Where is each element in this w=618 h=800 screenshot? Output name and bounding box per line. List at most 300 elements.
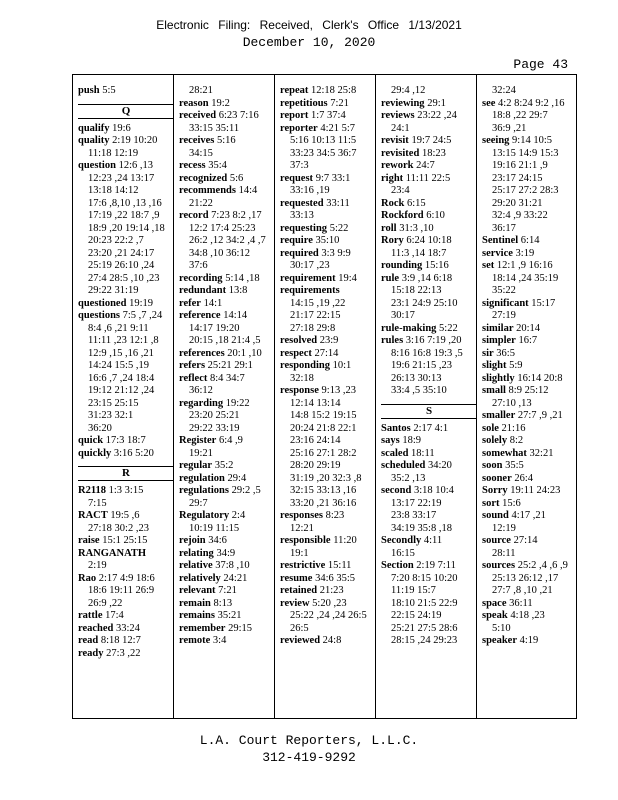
index-entry [179,585,275,598]
index-term: Regulatory [179,510,230,521]
page-line-refs: 8:23 [322,510,345,521]
index-entry [179,598,275,611]
index-term: raise [78,535,100,546]
page-line-refs: 27:14 [311,347,339,359]
index-entry [179,298,275,311]
index-frame [72,74,577,719]
page-line-refs: 19:6 [109,122,131,134]
index-term: retained [280,585,318,596]
page-line-refs: 32:18 [290,372,314,384]
index-entry [78,435,174,448]
page-line-refs: 11:11 22:5 [403,172,451,184]
page-line-refs: 23:4 [391,185,410,196]
index-entry [482,98,578,111]
page-line-refs: 34:6 [205,535,227,546]
page-line-refs: 33:15 35:11 [189,122,240,134]
page-line-refs: 8:4 34:7 [207,372,245,384]
page-line-refs: 26:4 [511,472,534,484]
page-line-refs: 26:2 ,12 34:2 ,4 ,7 [189,235,266,246]
page-line-refs: 4:21 5:7 [317,122,356,134]
page-line-refs: 12:23 ,24 13:17 [88,172,155,184]
page-line-refs: 25:22 ,24 ,24 26:5 [290,610,367,621]
page-line-refs: 28:15 ,24 29:23 [391,635,458,646]
page-line-refs: 36:17 [492,222,516,234]
index-term: recognized [179,172,228,184]
page-line-refs: 27:19 [492,310,516,321]
index-entry [482,385,578,398]
index-term: responses [280,510,323,521]
index-term: report [280,110,309,121]
index-entry [381,173,477,186]
index-term: remote [179,635,211,646]
page-line-refs: 13:8 [226,285,248,296]
index-entry [381,223,477,236]
page-line-refs: 23:8 33:17 [391,510,437,521]
page-line-refs: 36:20 [88,422,112,434]
index-entry [179,485,275,498]
index-entry [482,485,578,498]
page-line-refs: 7:15 [88,497,107,509]
index-entry [280,85,376,98]
index-entry [280,198,376,211]
index-entry [179,398,275,411]
index-entry [280,360,376,373]
index-term: rounding [381,260,423,271]
index-term: R2118 [78,485,107,496]
page-line-refs: 32:15 33:13 ,16 [290,485,357,496]
index-term: remember [179,622,226,634]
index-entry [179,273,275,286]
page-line-refs: 27:7 ,9 ,21 [515,410,563,421]
page-line-refs: 23:15 25:15 [88,397,139,409]
page-line-refs: 3:18 10:4 [411,485,454,496]
page-line-refs: 34:19 35:8 ,18 [391,522,452,534]
index-entry [482,410,578,423]
index-entry [381,273,477,286]
page-line-refs: 33:23 34:5 36:7 [290,147,357,159]
page-line-refs: 19:4 [335,272,357,284]
index-entry [381,460,477,473]
index-term: speaker [482,635,517,646]
index-term: remains [179,610,215,621]
page-line-refs: 14:15 ,19 ,22 [290,297,346,309]
page-line-refs: 27:3 ,22 [103,647,141,659]
index-term: sooner [482,472,512,484]
page-line-refs: 19:21 [189,447,213,459]
page-line-refs: 10:19 11:15 [189,522,240,534]
page-line-refs: 20:14 [513,322,541,334]
index-entry [381,560,477,573]
page-line-refs: 35:21 [214,610,242,621]
page-line-refs: 27:18 30:2 ,23 [88,522,149,534]
index-entry [482,260,578,273]
index-term: revisit [381,135,409,146]
index-term: set [482,260,495,271]
index-term: required [280,247,319,259]
index-entry [482,560,578,573]
index-entry [482,435,578,448]
index-entry [482,448,578,461]
page-line-refs: 3:16 5:20 [111,447,154,459]
index-term: recording [179,272,223,284]
index-entry [381,160,477,173]
index-term: right [381,172,404,184]
index-term: smaller [482,410,516,421]
index-term: speak [482,610,508,621]
page-line-refs: 36:5 [493,347,515,359]
index-term: second [381,485,412,496]
page-line-refs: 25:2 ,4 ,6 ,9 [515,560,568,571]
page-line-refs: 3:19 [512,247,535,259]
page-line-refs: 6:23 7:16 [216,110,259,121]
page-line-refs: 15:6 [499,497,521,509]
page-line-refs: 20:24 21:8 22:1 [290,422,357,434]
index-entry [482,373,578,386]
index-term: rule-making [381,322,437,334]
index-entry [482,135,578,148]
page-line-refs: 34:8 ,10 36:12 [189,247,250,259]
page-line-refs: 17:4 [102,610,124,621]
index-term: Rao [78,572,97,584]
page-line-refs: 2:17 4:9 18:6 [96,572,155,584]
page-line-refs: 23:16 24:14 [290,435,341,446]
index-entry [482,498,578,511]
page-line-refs: 13:15 14:9 15:3 [492,147,559,159]
page-line-refs: 32:24 [492,85,516,96]
index-entry [78,548,174,561]
index-entry [482,323,578,336]
index-term: restrictive [280,560,326,571]
index-entry [179,173,275,186]
page-line-refs: 29:22 31:19 [88,285,139,296]
index-term: RACT [78,510,108,521]
page-line-refs: 3:16 7:19 ,20 [403,335,462,346]
index-entry [179,623,275,636]
index-term: read [78,635,99,646]
page-line-refs: 37:8 ,10 [212,560,250,571]
page-line-refs: 11:3 ,14 18:7 [391,247,447,259]
index-entry [381,135,477,148]
page-line-refs: 23:20 25:21 [189,410,240,421]
index-term: similar [482,322,514,334]
page-line-refs: 29:4 ,12 [391,85,426,96]
page-line-refs: 31:3 ,10 [396,222,434,234]
index-term: service [482,247,513,259]
page-line-refs: 19:11 24:23 [507,485,561,496]
page-line-refs: 25:21 27:5 28:6 [391,622,458,634]
page-line-refs: 3:9 ,14 6:18 [399,272,453,284]
page-line-refs: 21:22 [189,197,213,209]
page-line-refs: 32:4 ,9 33:22 [492,210,548,221]
index-entry [78,135,174,148]
index-term: solely [482,435,508,446]
page-line-refs: 5:22 [436,322,458,334]
index-term: ready [78,647,104,659]
page-line-refs: 23:20 ,21 24:17 [88,247,155,259]
page-line-refs: 19:1 [290,547,309,559]
index-term: somewhat [482,447,527,459]
page-line-refs: 16:6 ,7 ,24 18:4 [88,372,155,384]
index-entry [78,298,174,311]
page-line-refs: 11:11 ,23 12:1 ,8 [88,335,159,346]
index-entry [381,423,477,436]
index-entry [179,435,275,448]
index-term: rework [381,160,414,171]
page-line-refs: 25:21 29:1 [205,360,253,371]
index-term: Register [179,435,217,446]
page-line-refs: 14:24 15:5 ,19 [88,360,149,371]
index-term: reporter [280,122,318,134]
page-line-refs: 16:14 20:8 [514,372,563,384]
index-entry [280,98,376,111]
index-entry [381,535,477,548]
page-line-refs: 32:21 [526,447,554,459]
page-line-refs: 34:20 [425,460,452,471]
index-entry [179,285,275,298]
page-line-refs: 5:20 ,23 [309,597,347,609]
page-line-refs: 19:6 21:15 ,23 [391,360,452,371]
page-line-refs: 37:6 [189,260,208,271]
page-line-refs: 20:15 ,18 21:4 ,5 [189,335,261,346]
page-line-refs: 6:14 [518,235,540,246]
index-term: Rory [381,235,404,246]
page-line-refs: 21:23 [317,585,344,596]
reporter-company: L.A. Court Reporters, L.L.C. [199,733,419,748]
index-term: space [482,597,507,609]
section-letter: Q [78,104,174,119]
page-line-refs: 18:14 ,24 35:19 [492,272,559,284]
page-line-refs: 18:9 [399,435,421,446]
page-line-refs: 2:19 7:11 [413,560,456,571]
index-entry [179,548,275,561]
index-entry [179,110,275,123]
page-line-refs: 29:15 [225,622,252,634]
index-entry [78,535,174,548]
page-line-refs: 20:1 ,10 [224,347,262,359]
index-entry [280,223,376,236]
page-line-refs: 1:7 37:4 [308,110,346,121]
index-term: questioned [78,297,127,309]
page-line-refs: 16:7 [515,335,538,346]
index-term: small [482,385,506,396]
index-term: rattle [78,610,103,621]
page-line-refs: 35:2 ,13 [391,472,426,484]
index-term: regarding [179,397,224,409]
index-term: repeat [280,85,309,96]
page-line-refs: 1:3 3:15 [106,485,144,496]
page-line-refs: 7:23 8:2 ,17 [208,210,262,221]
index-term: revisited [381,147,420,159]
page-line-refs: 23:22 ,24 [414,110,457,121]
page-line-refs: 23:1 24:9 25:10 [391,297,458,309]
page-line-refs: 26:9 ,22 [88,597,123,609]
page-line-refs: 5:14 ,18 [222,272,260,284]
index-column-5 [482,85,578,710]
index-term: recommends [179,185,236,196]
index-entry [280,273,376,286]
index-term: references [179,347,225,359]
index-entry [381,485,477,498]
index-term: resume [280,572,313,584]
index-term: roll [381,222,397,234]
index-term: review [280,597,310,609]
page-line-refs: 24:1 [391,122,410,134]
index-term: refers [179,360,206,371]
page-line-refs: 15:17 [528,297,556,309]
index-entry [482,235,578,248]
index-term: slight [482,360,507,371]
index-term: rule [381,272,400,284]
index-term: Rockford [381,210,424,221]
index-entry [280,385,376,398]
page-line-refs: 27:4 28:5 ,10 ,23 [88,272,160,284]
index-column-4 [381,85,477,710]
index-entry [78,85,174,98]
page-line-refs: 25:16 27:1 28:2 [290,447,357,459]
index-entry [280,535,376,548]
index-entry [280,573,376,586]
page-line-refs: 5:10 [492,622,511,634]
page-line-refs: 14:17 19:20 [189,322,240,334]
page-line-refs: 29:4 [224,472,247,484]
index-entry [78,160,174,173]
page-line-refs: 27:7 ,8 ,10 ,21 [492,585,553,596]
page-line-refs: 14:14 [220,310,248,321]
page-line-refs: 13:18 14:12 [88,185,139,196]
page-line-refs: 35:5 [502,460,524,471]
page-line-refs: 2:4 [229,510,246,521]
page-line-refs: 31:23 32:1 [88,410,134,421]
index-entry [179,510,275,523]
page-line-refs: 9:14 10:5 [509,135,553,146]
index-entry [280,335,376,348]
page-line-refs: 24:21 [220,572,248,584]
index-entry [381,323,477,336]
page-line-refs: 33:24 [113,622,140,634]
page-line-refs: 14:8 15:2 19:15 [290,410,357,421]
page-line-refs: 2:19 10:20 [109,135,158,146]
index-term: quickly [78,447,112,459]
index-entry [381,435,477,448]
page-line-refs: 12:18 25:8 [308,85,357,96]
page-line-refs: 11:18 12:19 [88,147,139,159]
page-line-refs: 12:9 ,15 ,16 ,21 [88,347,154,359]
index-term: simpler [482,335,516,346]
page-line-refs: 30:17 [391,310,415,321]
page-line-refs: 27:18 29:8 [290,322,336,334]
page-line-refs: 15:18 22:13 [391,285,442,296]
page-line-refs: 5:6 [227,172,244,184]
page-line-refs: 2:19 [88,560,107,571]
index-entry [381,198,477,211]
index-entry [78,573,174,586]
index-term: responding [280,360,330,371]
page-line-refs: 8:13 [210,597,233,609]
index-term: sound [482,510,509,521]
index-entry [78,448,174,461]
page-line-refs: 26:5 [290,622,309,634]
index-entry [482,598,578,611]
page-line-refs: 33:16 ,19 [290,185,330,196]
index-term: received [179,110,217,121]
index-term: reviewed [280,635,321,646]
page-line-refs: 4:19 [517,635,539,646]
reporter-phone: 312-419-9292 [262,750,356,765]
index-term: relatively [179,572,221,584]
page-line-refs: 33:13 [290,210,314,221]
page-line-refs: 5:9 [506,360,523,371]
page-line-refs: 5:16 10:13 11:5 [290,135,357,146]
page-line-refs: 30:17 ,23 [290,260,330,271]
page-line-refs: 8:9 25:12 [505,385,549,396]
page-line-refs: 19:7 24:5 [408,135,452,146]
index-entry [381,110,477,123]
index-term: seeing [482,135,510,146]
page-line-refs: 8:4 ,6 ,21 9:11 [88,322,149,334]
index-term: rules [381,335,404,346]
page-line-refs: 24:7 [413,160,435,171]
section-letter: S [381,404,477,419]
page-line-refs: 19:12 21:12 ,24 [88,385,155,396]
index-entry [179,210,275,223]
index-term: reviewing [381,97,425,109]
index-entry [78,123,174,136]
section-letter: R [78,466,174,481]
page-line-refs: 4:18 ,23 [507,610,545,621]
page-line-refs: 6:10 [423,210,445,221]
page-line-refs: 18:11 [408,447,435,459]
index-entry [482,610,578,623]
page-line-refs: 15:16 [422,260,449,271]
index-term: reviews [381,110,415,121]
index-entry [280,235,376,248]
index-term: Sorry [482,485,508,496]
page-line-refs: 19:22 [223,397,250,409]
index-entry [280,248,376,261]
page-line-refs: 28:11 [492,547,516,559]
page-line-refs: 35:22 [492,285,516,296]
index-entry [78,610,174,623]
index-entry [482,460,578,473]
index-entry [179,160,275,173]
page-line-refs: 33:11 [323,197,350,209]
index-entry [482,635,578,648]
index-entry [179,360,275,373]
page-line-refs: 36:12 [189,385,213,396]
page-line-refs: 18:23 [419,147,446,159]
page-line-refs: 23:9 [317,335,339,346]
index-term: receives [179,135,215,146]
index-term: slightly [482,372,515,384]
index-entry [280,560,376,573]
index-entry [381,260,477,273]
index-entry [179,460,275,473]
index-entry [179,98,275,111]
index-term: Rock [381,197,405,209]
index-entry [78,648,174,661]
page-line-refs: 19:19 [126,297,153,309]
hearing-date: December 10, 2020 [242,35,376,50]
page-line-refs: 8:18 12:7 [98,635,141,646]
index-column-2 [179,85,275,710]
page-line-refs: 19:16 21:1 ,9 [492,160,548,171]
index-term: push [78,85,100,96]
index-entry [381,448,477,461]
index-term: Secondly [381,535,422,546]
page-line-refs: 28:20 29:19 [290,460,341,471]
index-entry [381,235,477,248]
index-term: reached [78,622,114,634]
